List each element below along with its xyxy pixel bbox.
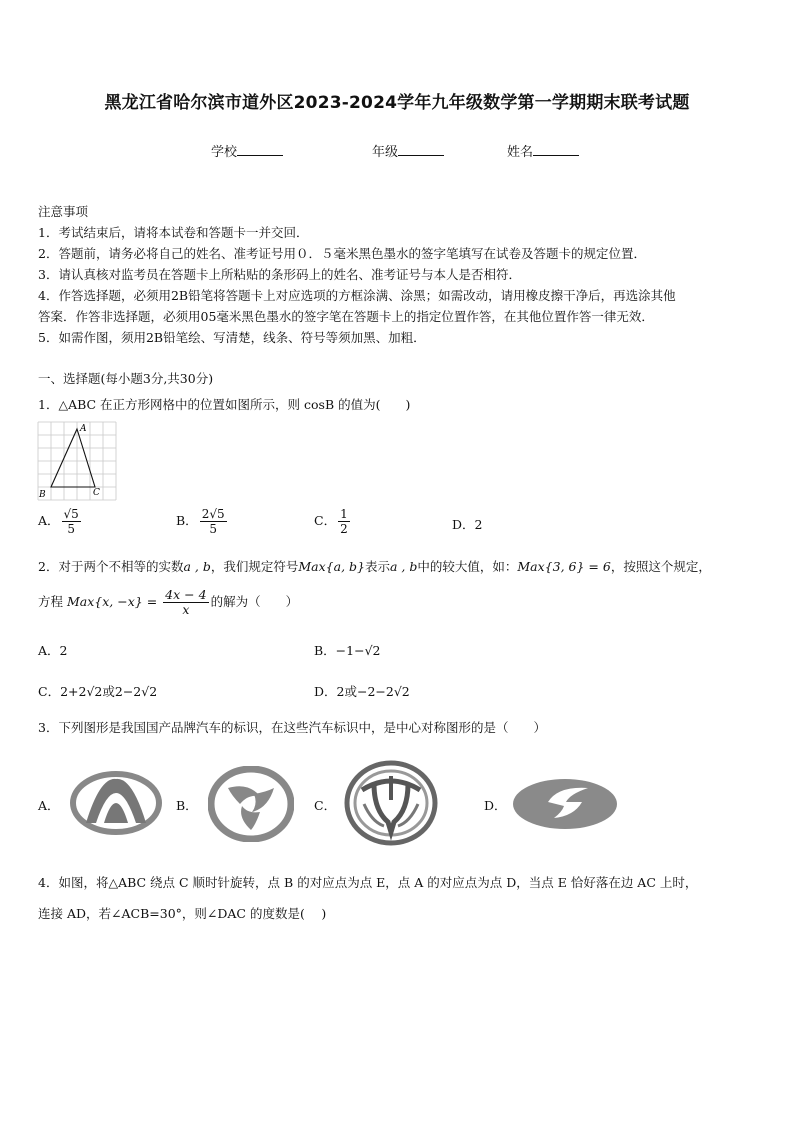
fraction-numerator: 1 — [340, 507, 348, 521]
q3-option-a-label: A． — [38, 798, 60, 813]
name-blank — [533, 143, 579, 156]
notice-item: 4．作答选择题，必须用2B铅笔将答题卡上对应选项的方框涂满、涂黑；如需改动，请用橡皮擦干净后，再选涂其他 — [38, 288, 676, 303]
fraction — [62, 507, 81, 536]
q3-option-b-label: B． — [176, 798, 198, 813]
grade-label: 年级 — [372, 145, 399, 160]
q1-option-b — [176, 507, 229, 536]
fraction — [338, 507, 350, 536]
q2-option-c: C．2+2√2或2−2√2 — [38, 684, 158, 699]
q1-option-c — [314, 507, 352, 536]
section-heading: 一、选择题(每小题3分,共30分) — [38, 371, 214, 386]
triangle-abc — [51, 429, 95, 487]
q2-stem-line1 — [38, 556, 758, 577]
q3-logo-c — [344, 760, 438, 846]
notice-heading: 注意事项 — [38, 204, 89, 219]
fraction-denominator: 5 — [209, 522, 217, 536]
grade-field — [372, 141, 444, 160]
q2-option-a: A．2 — [38, 643, 68, 658]
vertex-a-label: A — [80, 424, 87, 434]
q2-text: 中的较大值，如： — [417, 559, 518, 574]
q1-grid-figure — [37, 421, 119, 501]
fraction-numerator: 2√5 — [201, 507, 225, 521]
q2-text: 表示 — [364, 559, 390, 574]
q2-text: 方程 — [38, 594, 64, 609]
q1-option-d: D．2 — [452, 517, 483, 532]
fraction-denominator: x — [182, 602, 190, 617]
notice-item: 2．答题前，请务必将自己的姓名、准考证号用０．５毫米黑色墨水的签字笔填写在试卷及答题卡的规定位置． — [38, 246, 646, 261]
notice-item: 1．考试结束后，请将本试卷和答题卡一并交回． — [38, 225, 309, 240]
q2-text: ，我们规定符号 — [210, 559, 299, 574]
q3-logo-d — [510, 776, 620, 832]
q2-equation-left: Max{x, −x} = — [67, 594, 158, 609]
q3-logo-a — [70, 771, 162, 835]
q3-stem: 3．下列图形是我国国产品牌汽车的标识，在这些汽车标识中，是中心对称图形的是（ ） — [38, 720, 546, 735]
notice-item: 3．请认真核对监考员在答题卡上所粘贴的条形码上的姓名、准考证号与本人是否相符． — [38, 267, 521, 282]
page-title: 黑龙江省哈尔滨市道外区2023-2024学年九年级数学第一学期期末联考试题 — [104, 93, 690, 113]
school-field — [211, 141, 283, 160]
school-label: 学校 — [211, 145, 238, 160]
q2-option-b: B．−1−√2 — [314, 643, 381, 658]
option-prefix: B． — [176, 513, 198, 528]
fraction-denominator: 2 — [340, 522, 348, 536]
q3-option-d-label: D． — [484, 798, 507, 813]
q4-stem-line2: 连接 AD，若∠ACB=30°，则∠DAC 的度数是( ) — [38, 906, 327, 921]
notice-item: 答案．作答非选择题，必须用05毫米黑色墨水的签字笔在答题卡上的指定位置作答，在其他位置作答一律无效． — [38, 309, 654, 324]
q2-math: Max{3, 6} = 6 — [517, 559, 611, 574]
vertex-b-label: B — [39, 490, 46, 500]
fraction — [163, 588, 208, 617]
option-prefix: A． — [38, 513, 60, 528]
q1-option-a — [38, 507, 83, 536]
option-prefix: C． — [314, 513, 337, 528]
q3-option-c-label: C． — [314, 798, 337, 813]
fraction — [200, 507, 227, 536]
q2-math: a , b — [183, 559, 211, 574]
q2-text: 的解为（ ） — [210, 594, 299, 609]
name-field — [507, 141, 579, 160]
fraction-denominator: 5 — [67, 522, 75, 536]
fraction-numerator: 4x − 4 — [165, 587, 207, 602]
name-label: 姓名 — [507, 145, 534, 160]
fraction-numerator: √5 — [63, 507, 79, 521]
vertex-c-label: C — [93, 488, 100, 498]
notice-item: 5．如需作图，须用2B铅笔绘、写清楚，线条、符号等须加黑、加粗． — [38, 330, 426, 345]
q2-text: ，按照这个规定， — [610, 559, 711, 574]
q4-stem-line1: 4．如图，将△ABC 绕点 C 顺时针旋转，点 B 的对应点为点 E，点 A 的对应点为点 D，当点 E 恰好落在边 AC 上时， — [38, 875, 698, 890]
school-blank — [237, 143, 283, 156]
q2-math: Max{a, b} — [298, 559, 365, 574]
q2-equation-line — [38, 588, 758, 617]
q3-logo-b — [208, 766, 294, 842]
q2-math: a , b — [389, 559, 418, 574]
grid-lines — [38, 422, 116, 500]
grade-blank — [398, 143, 444, 156]
q1-stem: 1．△ABC 在正方形网格中的位置如图所示，则 cosB 的值为( ) — [38, 397, 411, 412]
q2-option-d: D．2或−2−2√2 — [314, 684, 410, 699]
q2-text: 2．对于两个不相等的实数 — [38, 559, 184, 574]
